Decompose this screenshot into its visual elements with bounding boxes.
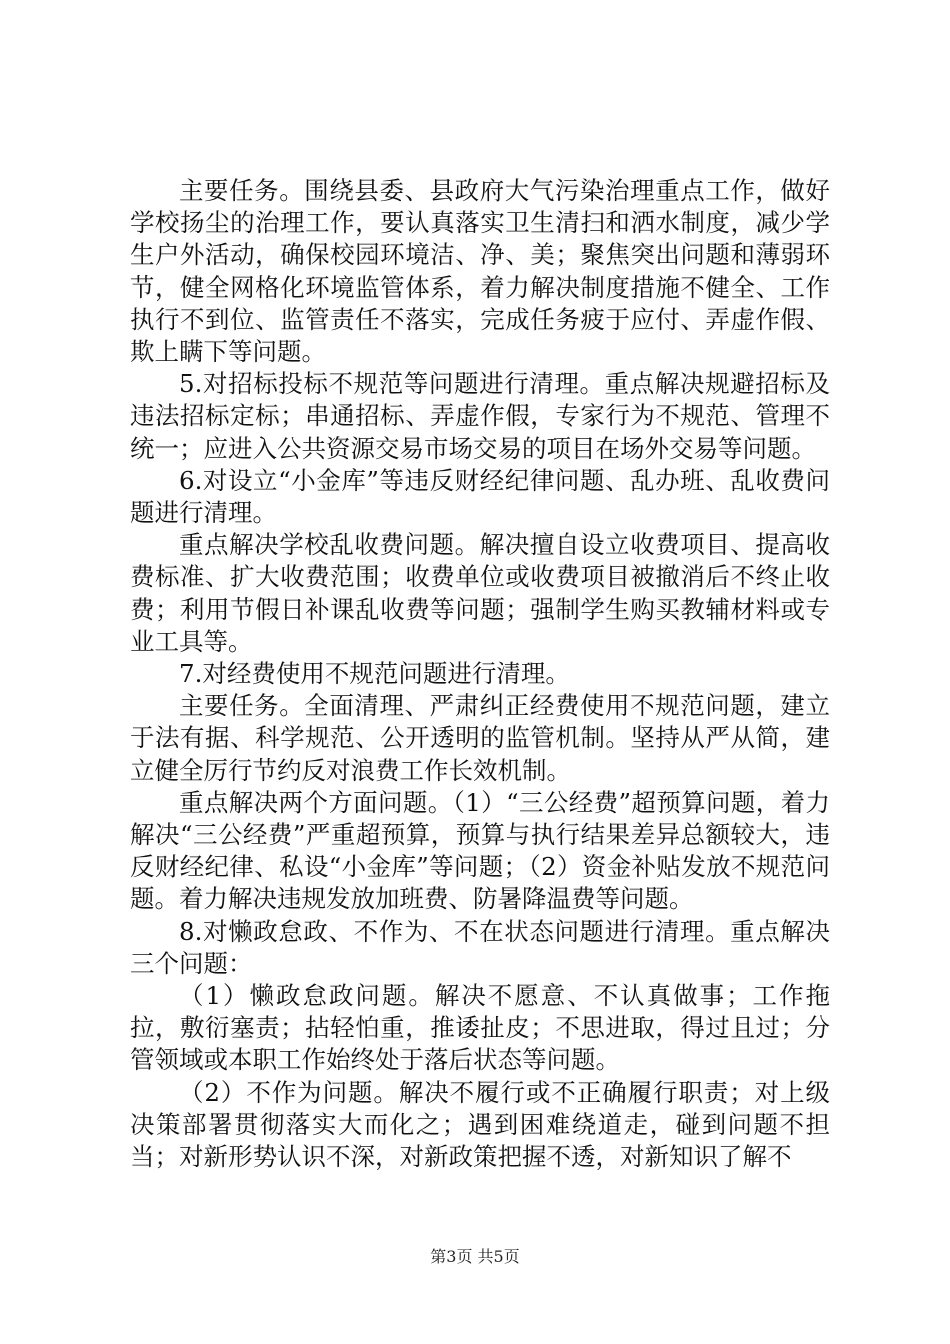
document-body bbox=[130, 175, 830, 1173]
page-number-footer: 第3页 共5页 bbox=[430, 1247, 520, 1266]
paragraph-main-task-funds: 主要任务。全面清理、严肃纠正经费使用不规范问题，建立于法有据、科学规范、公开透明的监管机制。坚持从严从简，建立健全厉行节约反对浪费工作长效机制。 bbox=[130, 691, 830, 785]
paragraph-two-problems: 重点解决两个方面问题。（1）“三公经费”超预算问题，着力解决“三公经费”严重超预算，预算与执行结果差异总额较大，违反财经纪律、私设“小金库”等问题；（2）资金补贴发放不规范问题。着力解决违规发放加班费、防暑降温费等问题。 bbox=[130, 787, 830, 914]
paragraph-item-5-bidding: 5.对招标投标不规范等问题进行清理。重点解决规避招标及违法招标定标；串通招标、弄虚作假，专家行为不规范、管理不统一；应进入公共资源交易市场交易的项目在场外交易等问题。 bbox=[130, 369, 830, 463]
paragraph-inaction-problem: （2）不作为问题。解决不履行或不正确履行职责；对上级决策部署贯彻落实大而化之；遇到困难绕道走，碰到问题不担当；对新形势认识不深，对新政策把握不透，对新知识了解不 bbox=[130, 1077, 830, 1172]
paragraph-item-6-small-treasury: 6.对设立“小金库”等违反财经纪律问题、乱办班、乱收费问题进行清理。 bbox=[130, 465, 830, 528]
paragraph-item-7-funds: 7.对经费使用不规范问题进行清理。 bbox=[179, 659, 570, 689]
paragraph-school-fees: 重点解决学校乱收费问题。解决擅自设立收费项目、提高收费标准、扩大收费范围；收费单位或收费项目被撤消后不终止收费；利用节假日补课乱收费等问题；强制学生购买教辅材料或专业工具等。 bbox=[130, 530, 830, 656]
paragraph-main-task-air-pollution: 主要任务。围绕县委、县政府大气污染治理重点工作，做好学校扬尘的治理工作，要认真落实卫生清扫和洒水制度，减少学生户外活动，确保校园环境洁、净、美；聚焦突出问题和薄弱环节，健全网格化环境监管体系，着力解决制度措施不健全、工作执行不到位、监管责任不落实，完成任务疲于应付、弄虚作假、欺上瞒下等问题。 bbox=[130, 176, 830, 367]
paragraph-lazy-governance: （1）懒政怠政问题。解决不愿意、不认真做事；工作拖拉，敷衍塞责；拈轻怕重，推诿扯皮；不思进取，得过且过；分管领域或本职工作始终处于落后状态等问题。 bbox=[130, 981, 830, 1075]
paragraph-item-8-inaction: 8.对懒政怠政、不作为、不在状态问题进行清理。重点解决三个问题： bbox=[130, 916, 830, 978]
